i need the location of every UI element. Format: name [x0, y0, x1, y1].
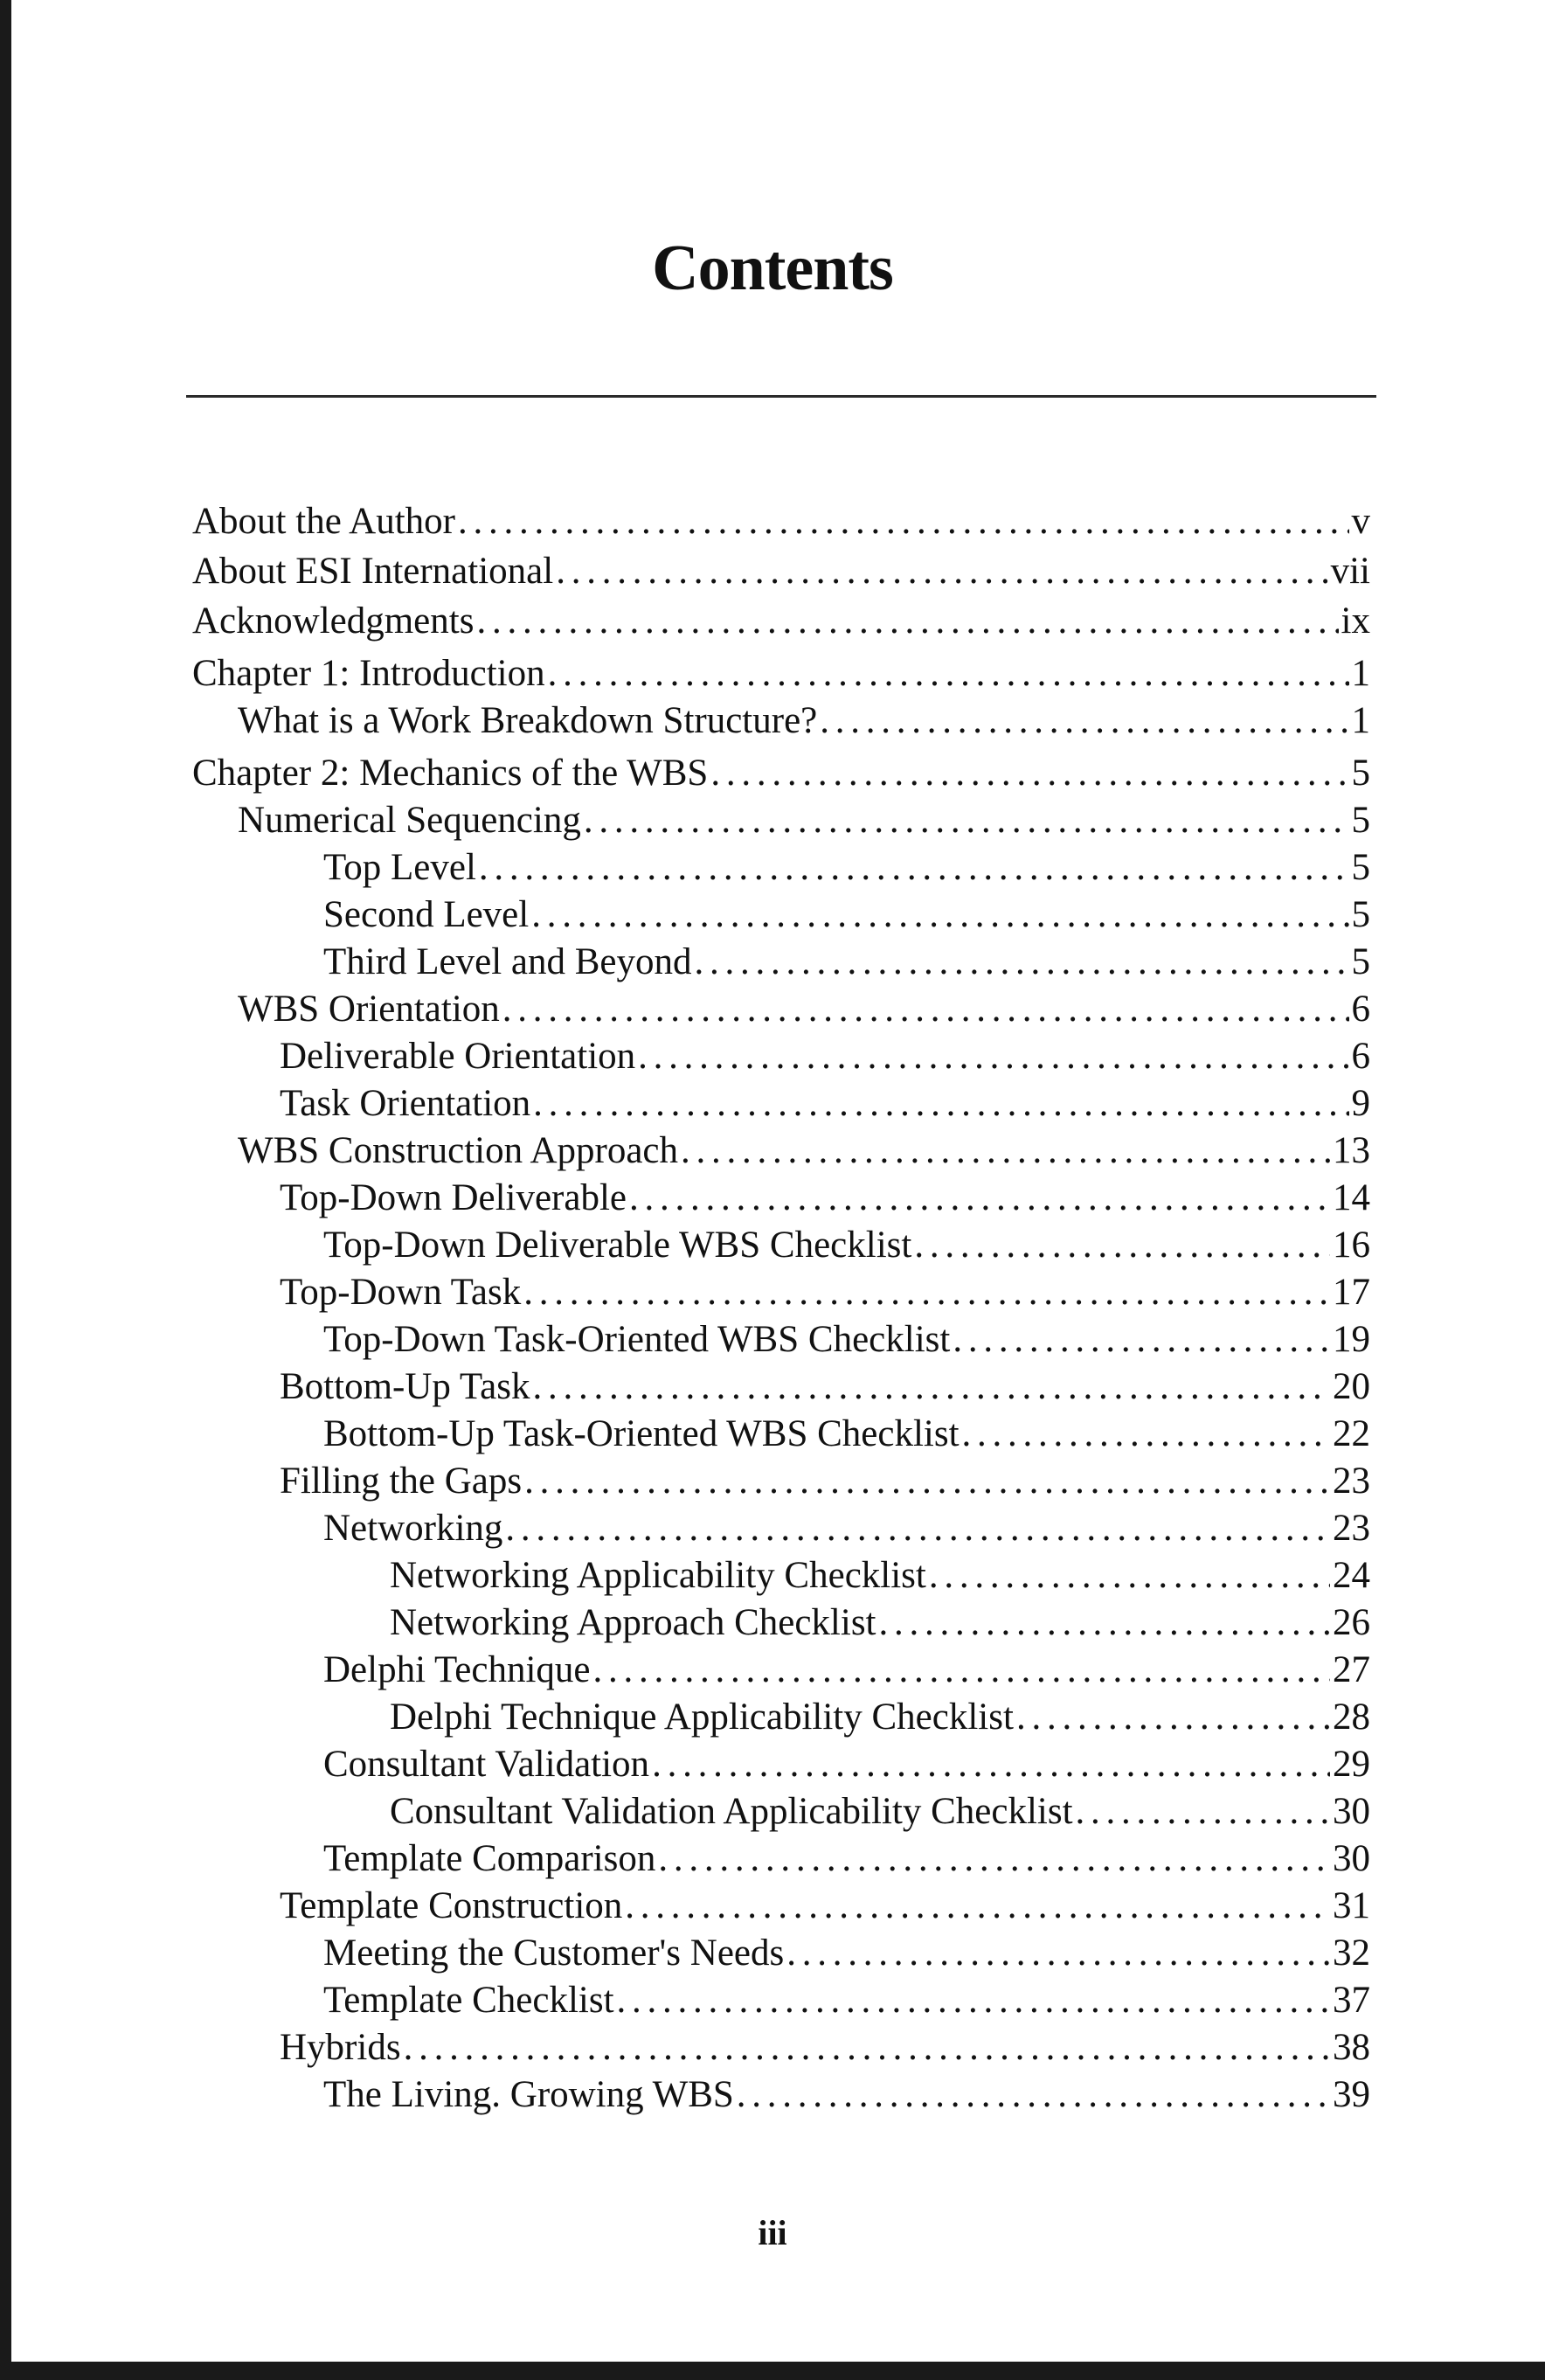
toc-entry[interactable]	[323, 1977, 1370, 2024]
toc-entry-page: 5	[1351, 753, 1370, 794]
dot-leader	[929, 1552, 1330, 1599]
toc-entry[interactable]	[280, 1033, 1370, 1080]
toc-entry-page: 5	[1351, 941, 1370, 982]
dot-leader	[879, 1599, 1330, 1647]
dot-leader	[695, 939, 1349, 986]
toc-entry-page: 20	[1333, 1366, 1370, 1407]
toc-entry[interactable]	[192, 750, 1370, 797]
toc-entry-label: Delphi Technique Applicability Checklist	[390, 1697, 1014, 1738]
toc-entry[interactable]	[280, 1269, 1370, 1316]
toc-entry-page: 30	[1333, 1791, 1370, 1832]
toc-entry-page: ix	[1341, 600, 1370, 642]
dot-leader	[548, 650, 1349, 697]
dot-leader	[523, 1269, 1330, 1316]
toc-entry-label: Top-Down Task-Oriented WBS Checklist	[323, 1319, 951, 1360]
toc-entry-page: 32	[1333, 1932, 1370, 1974]
toc-entry-page: v	[1351, 501, 1370, 542]
dot-leader	[652, 1741, 1330, 1788]
dot-leader	[584, 797, 1349, 844]
dot-leader	[625, 1883, 1330, 1930]
dot-leader	[556, 548, 1327, 595]
toc-entry-page: 9	[1351, 1083, 1370, 1124]
toc-entry[interactable]	[390, 1599, 1370, 1647]
toc-entry-label: Template Comparison	[323, 1838, 656, 1879]
toc-entry-page: 5	[1351, 847, 1370, 888]
dot-leader	[962, 1411, 1330, 1458]
toc-entry-page: 19	[1333, 1319, 1370, 1360]
toc-entry-page: 38	[1333, 2027, 1370, 2068]
toc-entry-page: 14	[1333, 1177, 1370, 1218]
toc-entry-label: Top-Down Deliverable WBS Checklist	[323, 1225, 912, 1266]
toc-entry-page: 1	[1351, 700, 1370, 741]
toc-entry[interactable]	[238, 697, 1370, 745]
toc-entry[interactable]	[323, 1930, 1370, 1977]
dot-leader	[505, 1505, 1330, 1552]
dot-leader	[914, 1222, 1330, 1269]
toc-entry-page: 1	[1351, 653, 1370, 694]
toc-entry-label: Template Construction	[280, 1885, 623, 1926]
toc-entry[interactable]	[323, 2071, 1370, 2119]
toc-entry-label: Top-Down Task	[280, 1272, 522, 1313]
dot-leader	[737, 2071, 1330, 2119]
dot-leader	[592, 1647, 1330, 1694]
toc-entry-label: The Living. Growing WBS	[323, 2074, 734, 2115]
toc-entry-page: 5	[1351, 894, 1370, 935]
toc-entry-page: 37	[1333, 1980, 1370, 2021]
toc-entry-page: 31	[1333, 1885, 1370, 1926]
toc-entry-page: 28	[1333, 1697, 1370, 1738]
toc-entry-page: vii	[1330, 551, 1370, 592]
toc-entry[interactable]	[280, 1080, 1370, 1128]
toc-entry-label: Top-Down Deliverable	[280, 1177, 627, 1218]
toc-entry-page: 6	[1351, 989, 1370, 1030]
toc-entry[interactable]	[192, 498, 1370, 545]
toc-entry-label: Networking Approach Checklist	[390, 1602, 876, 1643]
dot-leader	[531, 892, 1348, 939]
toc-entry[interactable]	[280, 1175, 1370, 1222]
toc-entry-label: Filling the Gaps	[280, 1461, 523, 1502]
dot-leader	[458, 498, 1349, 545]
toc-entry-label: Chapter 2: Mechanics of the WBS	[192, 753, 709, 794]
toc-entry-page: 27	[1333, 1649, 1370, 1690]
toc-entry[interactable]	[280, 1458, 1370, 1505]
toc-entry-page: 26	[1333, 1602, 1370, 1643]
toc-entry-page: 13	[1333, 1130, 1370, 1171]
toc-entry[interactable]	[323, 1505, 1370, 1552]
toc-entry-label: Networking	[323, 1508, 503, 1549]
toc-entry-label: What is a Work Breakdown Structure?	[238, 700, 818, 741]
toc-entry-label: Numerical Sequencing	[238, 800, 581, 841]
toc-entry-label: Hybrids	[280, 2027, 401, 2068]
toc-entry-page: 22	[1333, 1413, 1370, 1454]
toc-entry[interactable]	[323, 892, 1370, 939]
dot-leader	[404, 2024, 1330, 2071]
dot-leader	[479, 844, 1349, 892]
toc-entry-label: Task Orientation	[280, 1083, 531, 1124]
toc-entry[interactable]	[390, 1552, 1370, 1599]
toc-entry[interactable]	[280, 1883, 1370, 1930]
toc-entry-label: About the Author	[192, 501, 455, 542]
scan-bottom-edge	[0, 2362, 1545, 2380]
toc-entry[interactable]	[390, 1788, 1370, 1835]
dot-leader	[533, 1080, 1348, 1128]
toc-entry-page: 24	[1333, 1555, 1370, 1596]
toc-entry-label: Bottom-Up Task	[280, 1366, 530, 1407]
dot-leader	[681, 1128, 1330, 1175]
dot-leader	[820, 697, 1348, 745]
toc-entry[interactable]	[323, 939, 1370, 986]
toc-entry-label: Networking Applicability Checklist	[390, 1555, 926, 1596]
toc-entry[interactable]	[192, 548, 1370, 595]
toc-entry[interactable]	[323, 1741, 1370, 1788]
toc-entry-label: WBS Orientation	[238, 989, 500, 1030]
toc-entry[interactable]	[192, 650, 1370, 697]
toc-entry-page: 39	[1333, 2074, 1370, 2115]
toc-entry[interactable]	[390, 1694, 1370, 1741]
page-title: Contents	[652, 232, 893, 304]
toc-entry-label: Third Level and Beyond	[323, 941, 692, 982]
toc-entry[interactable]	[323, 844, 1370, 892]
toc-entry-label: Acknowledgments	[192, 600, 475, 642]
toc-entry-label: Template Checklist	[323, 1980, 614, 2021]
dot-leader	[710, 750, 1348, 797]
toc-entry[interactable]	[323, 1411, 1370, 1458]
toc-entry-page: 23	[1333, 1508, 1370, 1549]
toc-entry-label: Meeting the Customer's Needs	[323, 1932, 785, 1974]
dot-leader	[786, 1930, 1330, 1977]
dot-leader	[1016, 1694, 1330, 1741]
dot-leader	[532, 1363, 1330, 1411]
title-divider	[186, 395, 1376, 398]
toc-entry-page: 23	[1333, 1461, 1370, 1502]
toc-entry[interactable]	[323, 1647, 1370, 1694]
dot-leader	[617, 1977, 1330, 2024]
toc-entry-page: 29	[1333, 1744, 1370, 1785]
toc-entry-label: Deliverable Orientation	[280, 1036, 636, 1077]
toc-entry[interactable]	[280, 2024, 1370, 2071]
toc-entry-label: Top Level	[323, 847, 476, 888]
toc-entry-page: 16	[1333, 1225, 1370, 1266]
toc-entry[interactable]	[280, 1363, 1370, 1411]
toc-entry-label: Consultant Validation	[323, 1744, 650, 1785]
dot-leader	[658, 1835, 1330, 1883]
toc-entry-label: Second Level	[323, 894, 530, 935]
dot-leader	[524, 1458, 1330, 1505]
page-number: iii	[758, 2213, 787, 2252]
toc-entry-label: About ESI International	[192, 551, 554, 592]
scan-left-edge	[0, 0, 11, 2380]
dot-leader	[629, 1175, 1330, 1222]
toc-entry-label: Delphi Technique	[323, 1649, 591, 1690]
toc-entry[interactable]	[323, 1222, 1370, 1269]
toc-entry[interactable]	[192, 598, 1370, 645]
dot-leader	[638, 1033, 1348, 1080]
toc-entry-page: 6	[1351, 1036, 1370, 1077]
dot-leader	[476, 598, 1338, 645]
dot-leader	[953, 1316, 1330, 1363]
toc-entry-label: Chapter 1: Introduction	[192, 653, 545, 694]
dot-leader	[502, 986, 1349, 1033]
toc-entry-page: 17	[1333, 1272, 1370, 1313]
toc-entry[interactable]	[238, 1128, 1370, 1175]
dot-leader	[1076, 1788, 1330, 1835]
toc-entry[interactable]	[323, 1835, 1370, 1883]
toc-entry[interactable]	[238, 986, 1370, 1033]
toc-entry-page: 5	[1351, 800, 1370, 841]
toc-entry-label: Consultant Validation Applicability Checklist	[390, 1791, 1073, 1832]
toc-entry[interactable]	[238, 797, 1370, 844]
toc-entry[interactable]	[323, 1316, 1370, 1363]
toc-entry-page: 30	[1333, 1838, 1370, 1879]
toc-entry-label: Bottom-Up Task-Oriented WBS Checklist	[323, 1413, 960, 1454]
toc-entry-label: WBS Construction Approach	[238, 1130, 679, 1171]
